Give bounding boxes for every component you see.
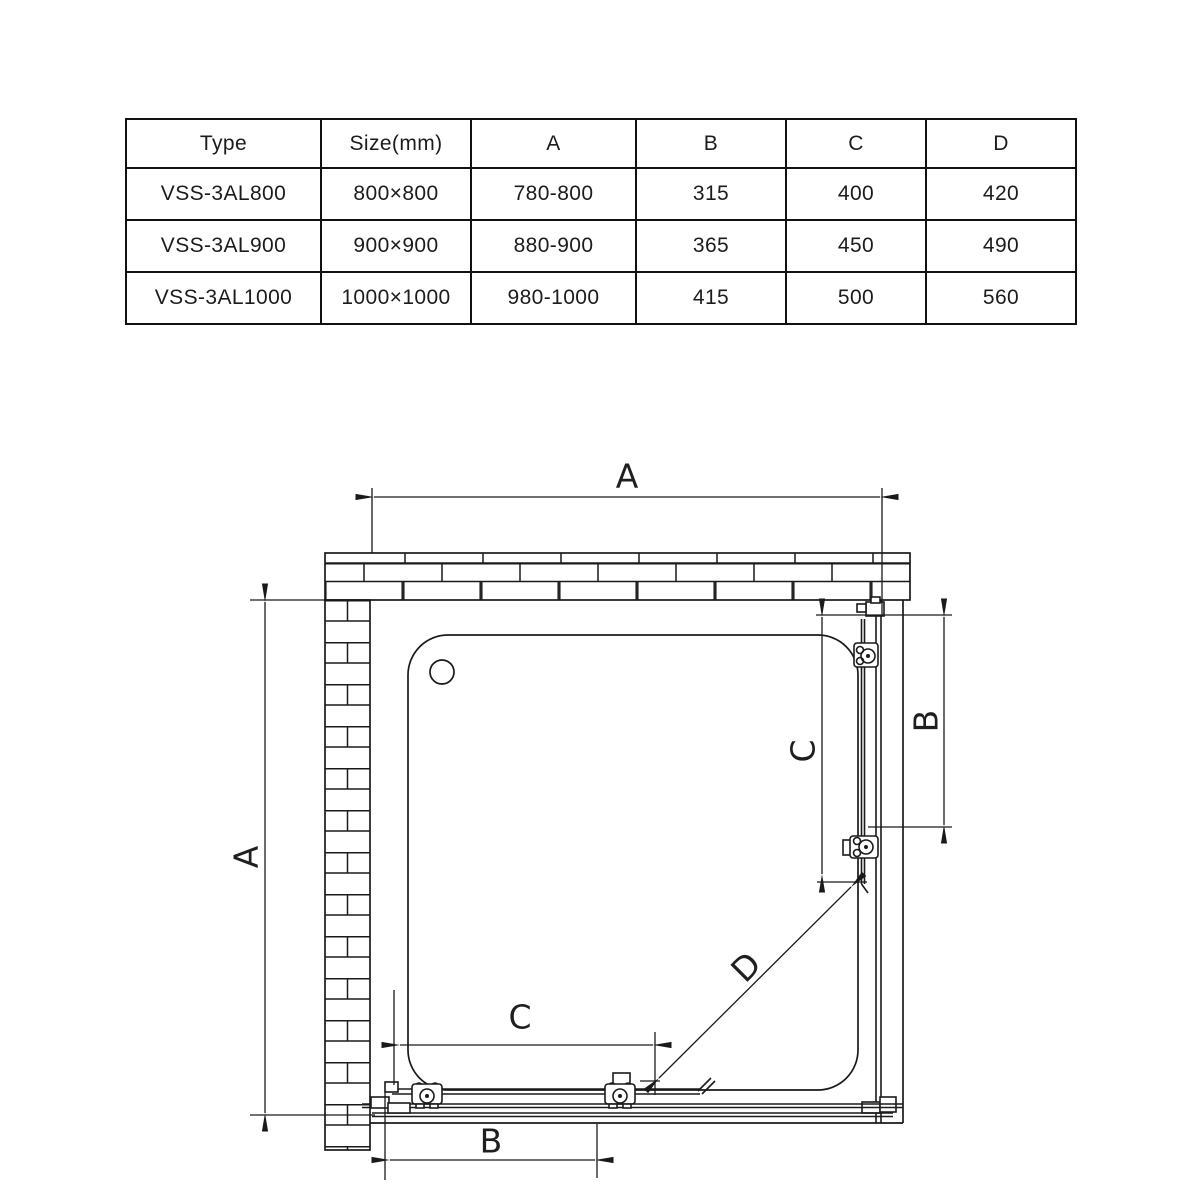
dim-label-a-left: A <box>226 845 266 869</box>
dim-label-b-bottom: B <box>479 1121 503 1161</box>
cell-size: 800×800 <box>321 168 471 220</box>
right-wall-profile-clip <box>857 604 866 612</box>
dim-label-c-right: C <box>783 739 823 763</box>
left-wall-profile-foot <box>388 1103 410 1113</box>
cell-d: 490 <box>926 220 1076 272</box>
top-brick-wall <box>325 553 910 600</box>
cell-d: 420 <box>926 168 1076 220</box>
col-header-type: Type <box>126 119 321 168</box>
right-fixed-track <box>876 600 881 1123</box>
dim-label-d-diagonal: D <box>723 944 769 990</box>
cell-c: 450 <box>786 220 926 272</box>
right-roller-top <box>854 643 878 667</box>
right-door-assembly <box>843 597 896 1123</box>
tray-inner-rim <box>408 635 858 1090</box>
cell-a: 980-1000 <box>471 272 636 324</box>
col-header-a: A <box>471 119 636 168</box>
cell-b: 415 <box>636 272 786 324</box>
bottom-door-edge-handle <box>698 1078 715 1094</box>
right-door-edge-hook <box>862 884 869 893</box>
col-header-c: C <box>786 119 926 168</box>
right-wall-profile <box>866 602 884 616</box>
cell-size: 900×900 <box>321 220 471 272</box>
drain-hole <box>430 660 454 684</box>
right-roller-bottom <box>843 836 878 858</box>
bottom-roller-right <box>605 1083 635 1108</box>
left-brick-wall <box>325 600 370 1150</box>
bottom-door-assembly <box>362 1073 903 1117</box>
cell-b: 315 <box>636 168 786 220</box>
left-wall-profile-clip <box>385 1082 398 1092</box>
cell-type: VSS-3AL800 <box>126 168 321 220</box>
left-wall-profile <box>371 1097 389 1108</box>
bottom-roller-left <box>412 1083 442 1108</box>
cell-a: 780-800 <box>471 168 636 220</box>
right-wall-profile-cap <box>871 597 880 603</box>
dim-label-c-bottom: C <box>508 997 532 1037</box>
cell-type: VSS-3AL1000 <box>126 272 321 324</box>
col-header-d: D <box>926 119 1076 168</box>
cell-c: 500 <box>786 272 926 324</box>
cell-type: VSS-3AL900 <box>126 220 321 272</box>
cell-d: 560 <box>926 272 1076 324</box>
col-header-b: B <box>636 119 786 168</box>
cell-size: 1000×1000 <box>321 272 471 324</box>
col-header-size: Size(mm) <box>321 119 471 168</box>
cell-b: 365 <box>636 220 786 272</box>
bottom-fixed-track <box>362 1104 903 1117</box>
cell-a: 880-900 <box>471 220 636 272</box>
cell-c: 400 <box>786 168 926 220</box>
dim-label-b-right: B <box>906 709 946 733</box>
dim-label-a-top: A <box>615 456 639 496</box>
